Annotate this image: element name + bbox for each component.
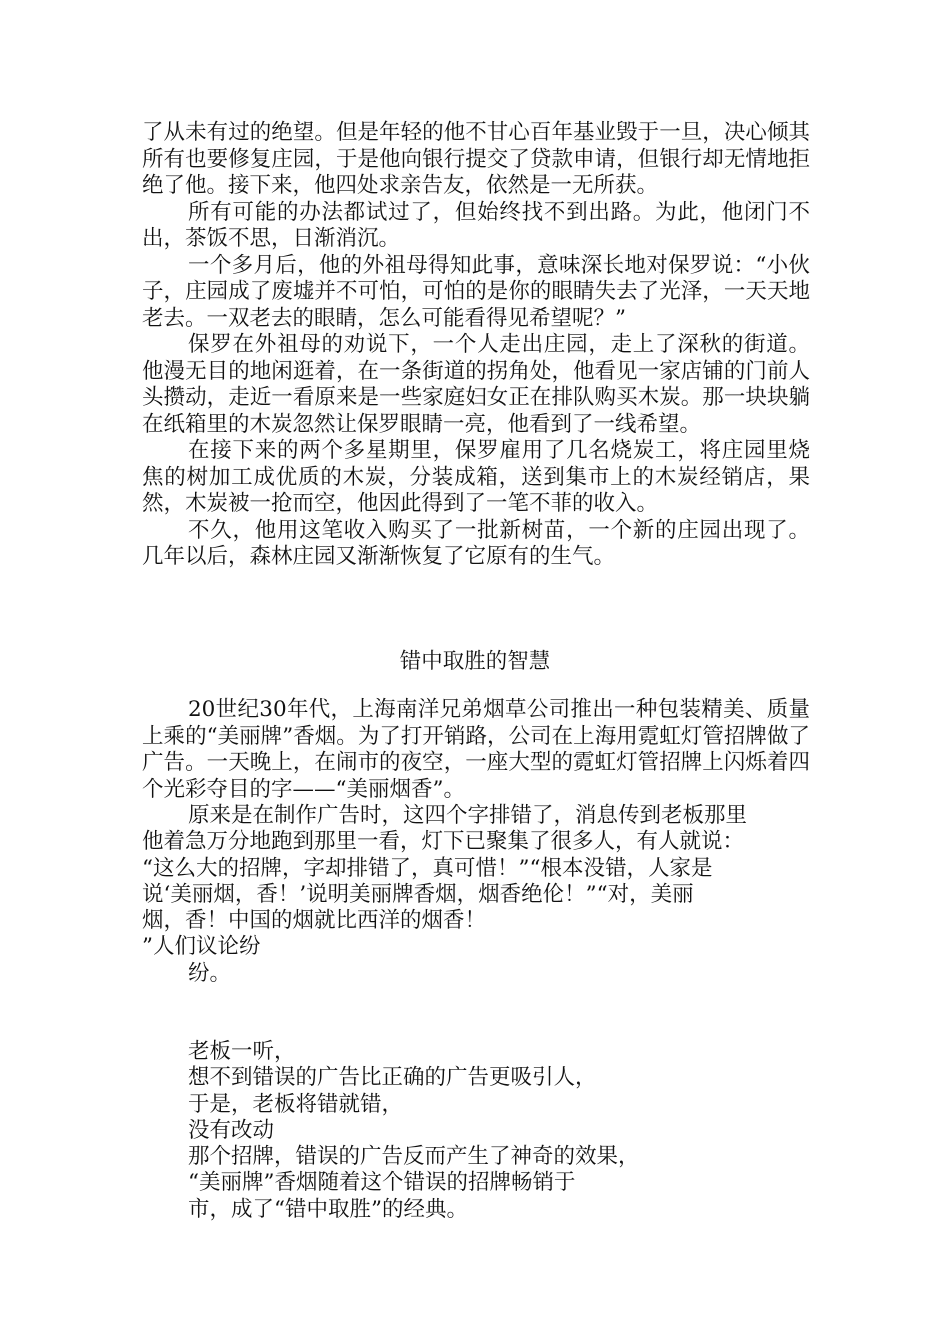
story2-p2-line-3: “这么大的招牌，字却排错了，真可惜！”“根本没错，人家是	[142, 856, 713, 881]
story2-p2-line-5: 烟，香！中国的烟就比西洋的烟香！	[142, 908, 487, 933]
story2-p2-line-1: 原来是在制作广告时，这四个字排错了，消息传到老板那里	[188, 803, 748, 828]
story2-ending-line-2: 想不到错误的广告比正确的广告更吸引人，	[188, 1065, 597, 1090]
story1-body	[142, 120, 810, 571]
story1-paragraph-3: 一个多月后，他的外祖母得知此事，意味深长地对保罗说：“小伙子，庄园成了废墟并不可怕，可怕的是你的眼睛失去了光泽，一天天地老去。一双老去的眼睛，怎么可能看得见希望呢？”	[142, 252, 810, 331]
story2-p2-line-2: 他着急万分地跑到那里一看，灯下已聚集了很多人，有人就说：	[142, 829, 745, 854]
story1-paragraph-2: 所有可能的办法都试过了，但始终找不到出路。为此，他闭门不出，茶饭不思，日渐消沉。	[142, 199, 810, 251]
story1-paragraph-6: 不久，他用这笔收入购买了一批新树苗，一个新的庄园出现了。几年以后，森林庄园又渐渐恢复了它原有的生气。	[142, 517, 810, 569]
story2-p2-line-4: 说‘美丽烟，香！’说明美丽牌香烟，烟香绝伦！”“对，美丽	[142, 882, 694, 907]
story2-p2-line-7: 纷。	[188, 961, 232, 986]
story2-ending-line-6: “美丽牌”香烟随着这个错误的招牌畅销于	[188, 1170, 576, 1195]
story1-paragraph-5: 在接下来的两个多星期里，保罗雇用了几名烧炭工，将庄园里烧焦的树加工成优质的木炭，分装成箱，送到集市上的木炭经销店，果然，木炭被一抢而空，他因此得到了一笔不菲的收入。	[142, 438, 810, 516]
story1-paragraph-4: 保罗在外祖母的劝说下，一个人走出庄园，走上了深秋的街道。他漫无目的地闲逛着，在一条街道的拐角处，他看见一家店铺的门前人头攒动，走近一看原来是一些家庭妇女正在排队购买木炭。那一块块躺在纸箱里的木炭忽然让保罗眼睛一亮，他看到了一线希望。	[142, 332, 810, 437]
story1-paragraph-1: 了从未有过的绝望。但是年轻的他不甘心百年基业毁于一旦，决心倾其所有也要修复庄园，于是他向银行提交了贷款申请，但银行却无情地拒绝了他。接下来，他四处求亲告友，依然是一无所获。	[142, 120, 810, 198]
story2-ending-line-4: 没有改动	[188, 1118, 275, 1143]
story2-ending-line-7: 市，成了“错中取胜”的经典。	[188, 1197, 468, 1222]
story2-p2-line-6: ”人们议论纷	[142, 934, 261, 959]
story2-body	[142, 697, 810, 803]
story2-ending-line-5: 那个招牌，错误的广告反而产生了神奇的效果，	[188, 1144, 640, 1169]
story2-ending-line-1: 老板一听，	[188, 1039, 296, 1064]
story2-title: 错中取胜的智慧	[399, 649, 551, 674]
story2-paragraph-1: 20世纪30年代，上海南洋兄弟烟草公司推出一种包装精美、质量上乘的“美丽牌”香烟。为了打开销路，公司在上海用霓虹灯管招牌做了广告。一天晚上，在闹市的夜空，一座大型的霓虹灯管招牌上闪烁着四个光彩夺目的字——“美丽烟香”。	[142, 697, 810, 802]
story2-ending-line-3: 于是，老板将错就错，	[188, 1092, 404, 1117]
